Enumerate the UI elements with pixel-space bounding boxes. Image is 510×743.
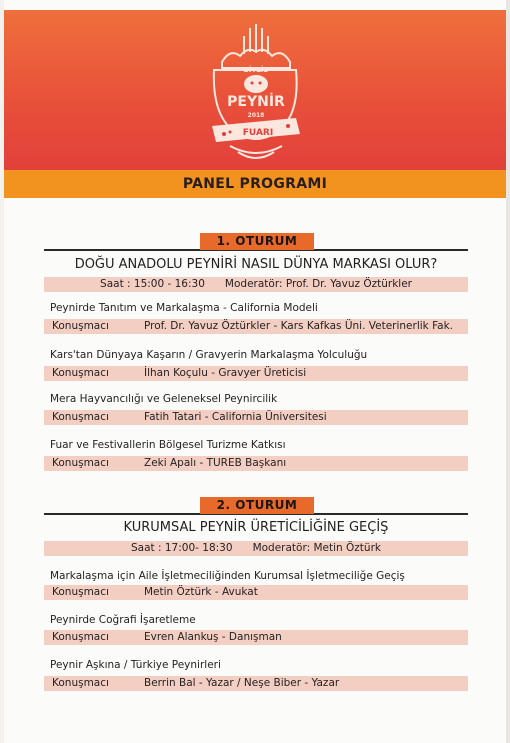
logo-text-line3: FUARI <box>242 128 274 138</box>
session-1-talk-4-speaker-row <box>44 456 468 471</box>
speaker-label: Konuşmacı <box>52 320 109 332</box>
program-page <box>4 0 506 743</box>
session-1-talk-3-title: Mera Hayvancılığı ve Geleneksel Peynircilik <box>50 393 278 405</box>
session-1-talk-1-speaker-row <box>44 319 468 334</box>
page-edge <box>506 0 510 743</box>
panel-title: PANEL PROGRAMI <box>182 176 328 192</box>
session-1-time: Saat : 15:00 - 16:30 <box>100 278 205 290</box>
session-1-moderator: Moderatör: Prof. Dr. Yavuz Öztürkler <box>224 278 412 290</box>
session-1-talk-1-speaker: Prof. Dr. Yavuz Öztürkler - Kars Kafkas Üni. Veterinerlik Fak. <box>144 320 454 332</box>
speaker-label: Konuşmacı <box>52 457 109 469</box>
session-1-talk-2-speaker-row <box>44 366 468 381</box>
logo-year: 2018 <box>247 112 265 119</box>
speaker-label: Konuşmacı <box>52 631 109 643</box>
session-2-moderator: Moderatör: Metin Öztürk <box>252 542 381 554</box>
speaker-label: Konuşmacı <box>52 367 109 379</box>
session-1-talk-3-speaker: Fatih Tatari - California Üniversitesi <box>144 411 327 423</box>
session-2-talk-1-title: Markalaşma için Aile İşletmeciliğinden Kurumsal İşletmeciliğe Geçiş <box>50 570 405 582</box>
header-banner <box>4 10 506 170</box>
session-2-title: KURUMSAL PEYNİR ÜRETİCİLİĞİNE GEÇİŞ <box>123 520 389 535</box>
session-2-talk-3-speaker: Berrin Bal - Yazar / Neşe Biber - Yazar <box>144 677 340 689</box>
speaker-label: Konuşmacı <box>52 586 109 598</box>
session-1-talk-4-speaker: Zeki Apalı - TUREB Başkanı <box>144 457 287 469</box>
logo-text-line2: PEYNİR <box>227 94 285 110</box>
logo-text-line1: BİTLİS <box>243 66 269 74</box>
speaker-label: Konuşmacı <box>52 411 109 423</box>
session-2-talk-3-title: Peynir Aşkına / Türkiye Peynirleri <box>50 659 221 671</box>
session-1-talk-2-speaker: İlhan Koçulu - Gravyer Üreticisi <box>144 367 307 379</box>
session-2-badge: 2. OTURUM <box>200 497 314 514</box>
session-1-talk-4-title: Fuar ve Festivallerin Bölgesel Turizme Katkısı <box>50 439 286 451</box>
session-1-talk-3-speaker-row <box>44 410 468 425</box>
session-2-talk-2-speaker: Evren Alankuş - Danışman <box>144 631 282 643</box>
session-1-talk-1-title: Peynirde Tanıtım ve Markalaşma - California Modeli <box>50 302 318 314</box>
session-2-time-line <box>44 541 468 556</box>
session-1-badge: 1. OTURUM <box>200 233 314 250</box>
session-2-talk-1-speaker-row <box>44 585 468 600</box>
session-2-talk-2-title: Peynirde Coğrafi İşaretleme <box>50 614 196 626</box>
session-2-talk-2-speaker-row <box>44 630 468 645</box>
session-1-talk-2-title: Kars'tan Dünyaya Kaşarın / Gravyerin Markalaşma Yolculuğu <box>50 349 368 361</box>
session-1-time-line <box>44 277 468 292</box>
speaker-label: Konuşmacı <box>52 677 109 689</box>
session-2-talk-3-speaker-row <box>44 676 468 691</box>
session-2-talk-1-speaker: Metin Öztürk - Avukat <box>144 586 258 598</box>
session-2-time: Saat : 17:00- 18:30 <box>131 542 233 554</box>
cheese-cake-logo-icon <box>200 22 310 167</box>
session-1-title: DOĞU ANADOLU PEYNİRİ NASIL DÜNYA MARKASI OLUR? <box>74 257 438 272</box>
